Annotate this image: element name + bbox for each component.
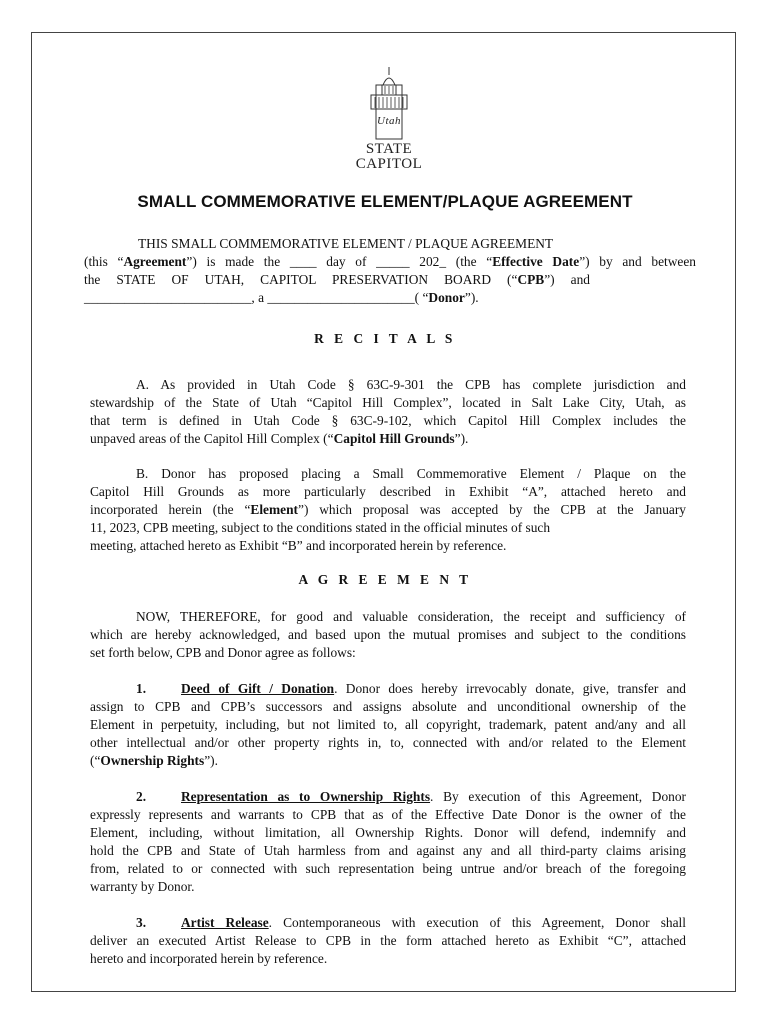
defined-term: Effective Date <box>492 254 580 269</box>
section-2-number: 2. <box>136 789 147 804</box>
intro-text: ”) and <box>544 272 590 287</box>
section-1-heading: Deed of Gift / Donation <box>181 681 335 696</box>
recital-text: incorporated herein (the “ <box>90 502 251 517</box>
document-title: SMALL COMMEMORATIVE ELEMENT/PLAQUE AGREEMENT <box>137 192 633 211</box>
recital-b-line: B. Donor has proposed placing a Small Commemorative Element / Plaque on the <box>136 466 686 481</box>
recital-a-line: stewardship of the State of Utah “Capitol Hill Complex”, located in Salt Lake City, Utah, as <box>90 395 686 410</box>
now-therefore-line: NOW, THEREFORE, for good and valuable consideration, the receipt and sufficiency of <box>136 609 686 624</box>
defined-term: Donor <box>428 290 465 305</box>
intro-line-4 <box>84 289 479 307</box>
section-2-line: hold the CPB and State of Utah harmless from and against any and all third-party claims arising <box>90 843 686 858</box>
intro-text: ”) is made the ____ day of _____ 202_ (the “ <box>186 254 493 269</box>
section-1-line <box>90 752 218 770</box>
section-2-line: expressly represents and warrants to CPB that as of the Effective Date Donor is the owner of the <box>90 807 686 822</box>
now-therefore-line: which are hereby acknowledged, and based upon the mutual promises and subject to the conditions <box>90 627 686 642</box>
intro-text: the STATE OF UTAH, CAPITOL PRESERVATION BOARD (“ <box>84 272 518 287</box>
recital-a-line: A. As provided in Utah Code § 63C-9-301 the CPB has complete jurisdiction and <box>136 377 686 392</box>
intro-line-1 <box>138 235 553 253</box>
section-3-line: hereto and incorporated herein by reference. <box>90 951 328 966</box>
section-1-number: 1. <box>136 681 147 696</box>
section-2-line: warranty by Donor. <box>90 879 195 894</box>
intro-text: ”). <box>464 290 479 305</box>
recital-b-line <box>90 501 686 519</box>
section-3-heading: Artist Release <box>181 915 269 930</box>
defined-term: Element <box>250 502 299 517</box>
recital-b-line: meeting, attached hereto as Exhibit “B” and incorporated herein by reference. <box>90 538 507 553</box>
recital-a-line: that term is defined in Utah Code § 63C-9-102, which Capitol Hill Complex includes the <box>90 413 686 428</box>
intro-text: _________________________, a ______________________( “ <box>84 290 429 305</box>
recital-b-line: 11, 2023, CPB meeting, subject to the conditions stated in the official minutes of such <box>90 520 551 535</box>
section-text: (“ <box>90 753 101 768</box>
intro-text: ”) by and between <box>579 254 696 269</box>
section-3-line: deliver an executed Artist Release to CPB in the form attached hereto as Exhibit “C”, attached <box>90 933 686 948</box>
logo-line-capitol: CAPITOL <box>355 156 423 172</box>
recital-a-line <box>90 430 468 448</box>
state-capitol-logo <box>349 45 429 170</box>
section-1-line: other intellectual and/or other property rights in, to, connected with and/or related to the Element <box>90 735 686 750</box>
defined-term: Capitol Hill Grounds <box>333 431 455 446</box>
recital-b-line: Capitol Hill Grounds as more particularly described in Exhibit “A”, attached hereto and <box>90 484 686 499</box>
section-3-number: 3. <box>136 915 147 930</box>
section-text: ”). <box>204 753 218 768</box>
section-text: . Contemporaneous with execution of this Agreement, Donor shall <box>268 915 686 930</box>
recital-text: ”). <box>454 431 469 446</box>
intro-line-3 <box>84 271 590 289</box>
section-3-line <box>181 914 686 932</box>
section-1-line: Element in perpetuity, including, but not limited to, all copyright, trademark, patent and/any and all <box>90 717 686 732</box>
section-text: . By execution of this Agreement, Donor <box>430 789 686 804</box>
section-2-heading: Representation as to Ownership Rights <box>181 789 431 804</box>
intro-line-2 <box>84 253 696 271</box>
recital-text: unpaved areas of the Capitol Hill Complex (“ <box>90 431 334 446</box>
agreement-heading: A G R E E M E N T <box>298 572 472 587</box>
logo-line-state: STATE <box>365 141 413 157</box>
section-2-line: Element, including, without limitation, all Ownership Rights. Donor will defend, indemnify and <box>90 825 686 840</box>
section-2-line: from, related to or connected with such representation being untrue and/or breach of the foregoing <box>90 861 686 876</box>
recital-text: ”) which proposal was accepted by the CPB at the January <box>298 502 686 517</box>
defined-term: CPB <box>517 272 545 287</box>
defined-term: Ownership Rights <box>100 753 205 768</box>
section-text: . Donor does hereby irrevocably donate, give, transfer and <box>334 681 687 696</box>
now-therefore-line: set forth below, CPB and Donor agree as follows: <box>90 645 356 660</box>
intro-text: (this “ <box>84 254 124 269</box>
intro-text: THIS SMALL COMMEMORATIVE ELEMENT / PLAQUE AGREEMENT <box>138 236 554 251</box>
section-1-line <box>181 680 686 698</box>
logo-script-text: Utah <box>377 115 401 127</box>
defined-term: Agreement <box>123 254 187 269</box>
section-2-line <box>181 788 686 806</box>
recitals-heading: R E C I T A L S <box>314 331 456 346</box>
section-1-line: assign to CPB and CPB’s successors and assigns absolute and unconditional ownership of the <box>90 699 686 714</box>
capitol-building-icon <box>349 45 429 145</box>
